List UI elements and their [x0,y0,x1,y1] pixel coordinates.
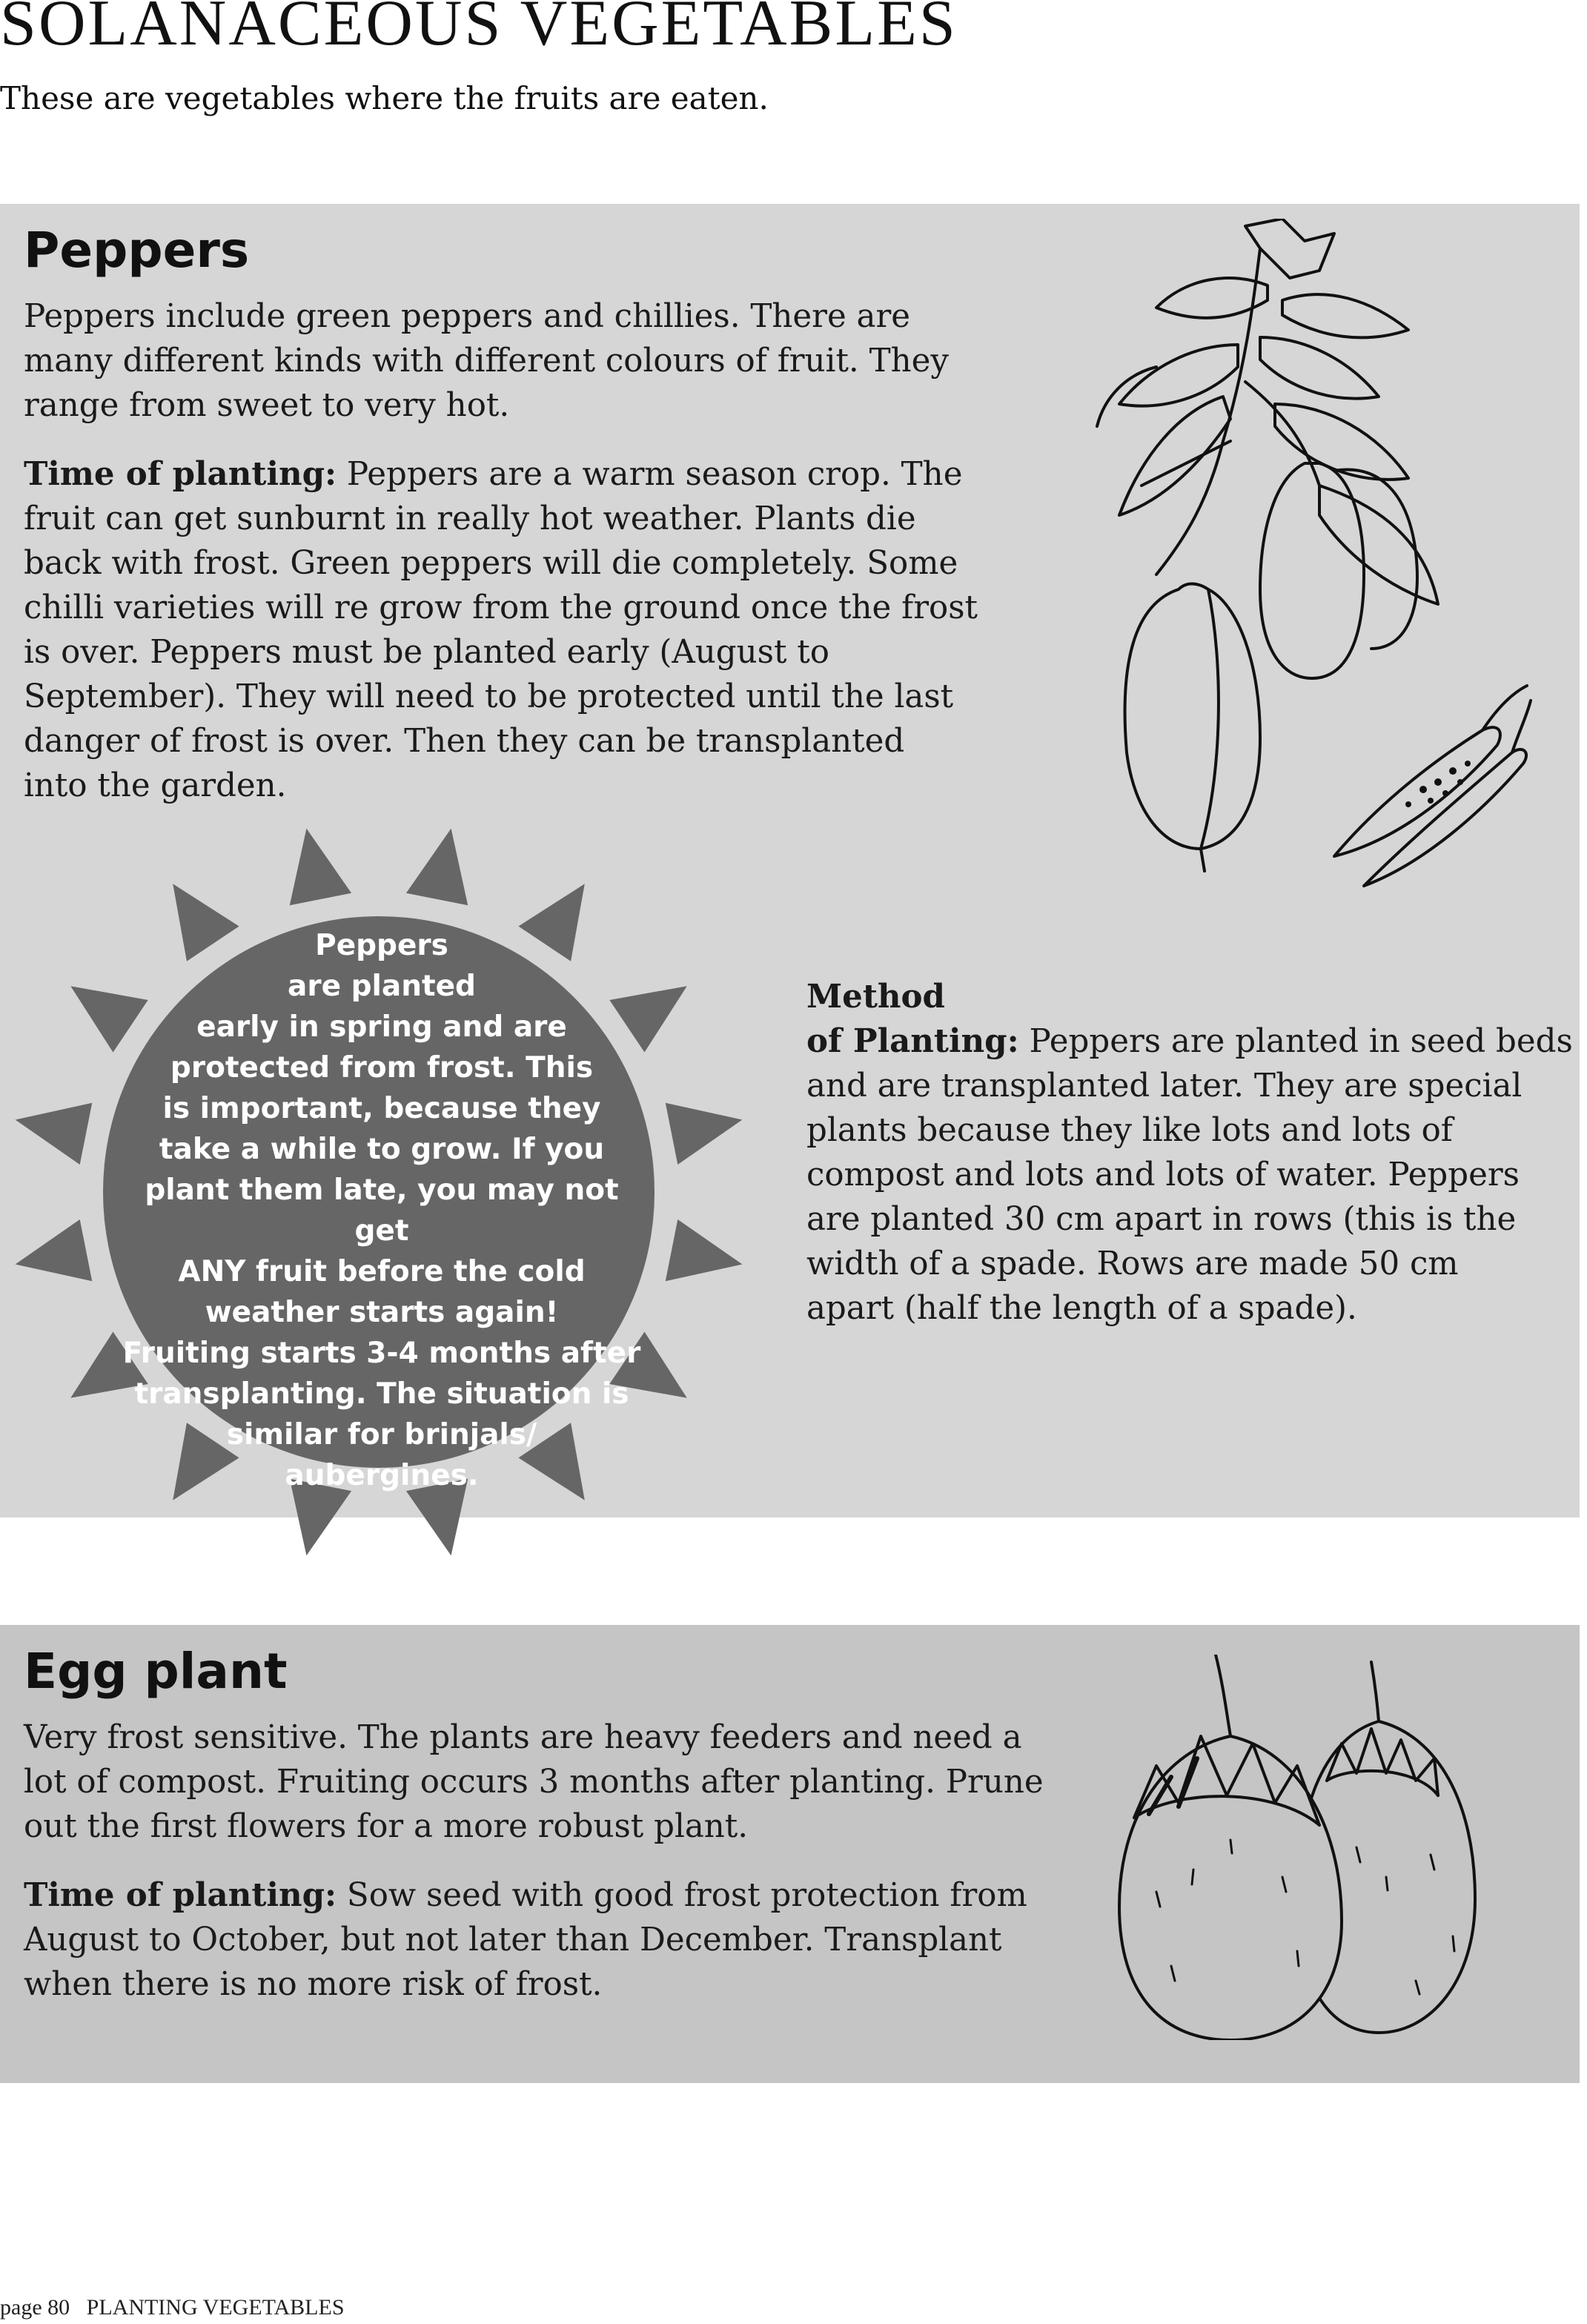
page-footer [0,2295,345,2320]
eggplant-intro-line: out the first flowers for a more robust plant. [24,1808,749,1845]
method-label: of Planting: [806,1022,1019,1060]
peppers-heading: Peppers [24,222,250,279]
method-of-planting [806,975,1577,1331]
time-of-planting-label: Time of planting: [24,1876,337,1914]
peppers-time-line: September). They will need to be protected until the last [24,678,954,715]
peppers-intro [24,294,949,428]
callout-line: early in spring and are [196,1010,567,1044]
callout-line: similar for brinjals/ [226,1418,537,1451]
eggplant-intro-line: Very frost sensitive. The plants are heavy feeders and need a [24,1719,1022,1756]
sun-callout-text [119,925,645,1496]
time-of-planting-label: Time of planting: [24,455,337,493]
sun-ray [290,829,351,906]
eggplant-intro [24,1715,1044,1849]
callout-line: aubergines. [285,1459,479,1492]
callout-line: take a while to grow. If you [159,1133,605,1166]
method-line: apart (half the length of a spade). [806,1290,1357,1327]
peppers-time-line: chilli varieties will re grow from the ground once the frost [24,589,978,626]
peppers-intro-line: range from sweet to very hot. [24,387,510,424]
callout-line: transplanting. The situation is [134,1377,629,1411]
method-line: compost and lots and lots of water. Peppers [806,1156,1520,1194]
eggplant-heading: Egg plant [24,1643,288,1700]
method-line: and are transplanted later. They are special [806,1067,1523,1105]
sun-ray [406,829,468,906]
eggplant-time-line: when there is no more risk of frost. [24,1966,603,2003]
peppers-intro-line: many different kinds with different colours of fruit. They [24,342,949,380]
eggplant-intro-line: lot of compost. Fruiting occurs 3 months after planting. Prune [24,1764,1044,1801]
callout-line: weather starts again! [205,1296,559,1329]
peppers-time-line: back with frost. Green peppers will die completely. Some [24,545,958,582]
callout-line: ANY fruit before the cold [178,1255,586,1288]
eggplant-time-of-planting [24,1873,1027,2007]
page-title: SOLANACEOUS VEGETABLES [0,0,958,59]
sun-ray [666,1219,743,1281]
method-line: Peppers are planted in seed beds [1018,1023,1573,1060]
peppers-time-line: fruit can get sunburnt in really hot weather. Plants die [24,500,916,537]
peppers-time-line: is over. Peppers must be planted early (August to [24,634,829,671]
sun-ray [16,1103,93,1165]
footer-section: PLANTING VEGETABLES [86,2295,345,2320]
peppers-time-of-planting [24,452,978,808]
callout-line: Fruiting starts 3-4 months after [122,1337,641,1370]
eggplant-time-line: August to October, but not later than December. Transplant [24,1921,1002,1959]
sun-ray [16,1219,93,1281]
eggplant-time-line: Sow seed with good frost protection from [337,1877,1027,1914]
callout-line: is important, because they [162,1092,601,1125]
pepper-plant-drawing-icon [1038,219,1542,930]
peppers-time-line: danger of frost is over. Then they can be transplanted [24,723,905,760]
callout-line: plant them late, you may not get [145,1173,619,1248]
callout-line: are planted [288,970,476,1003]
peppers-time-line: into the garden. [24,767,287,804]
method-label: Method [806,978,945,1016]
page-subtitle: These are vegetables where the fruits are eaten. [0,80,769,116]
peppers-intro-line: Peppers include green peppers and chillies. There are [24,298,910,335]
sun-ray [666,1103,743,1165]
callout-line: protected from frost. This [170,1051,594,1085]
method-line: plants because they like lots and lots of [806,1112,1453,1149]
footer-page-number: page 80 [0,2295,70,2320]
peppers-time-line: Peppers are a warm season crop. The [337,456,963,493]
eggplant-drawing-icon [1104,1655,1490,2040]
eggplant-panel [0,1625,1580,2083]
callout-line: Peppers [315,929,448,962]
method-line: width of a spade. Rows are made 50 cm [806,1245,1459,1282]
method-line: are planted 30 cm apart in rows (this is the [806,1201,1517,1238]
